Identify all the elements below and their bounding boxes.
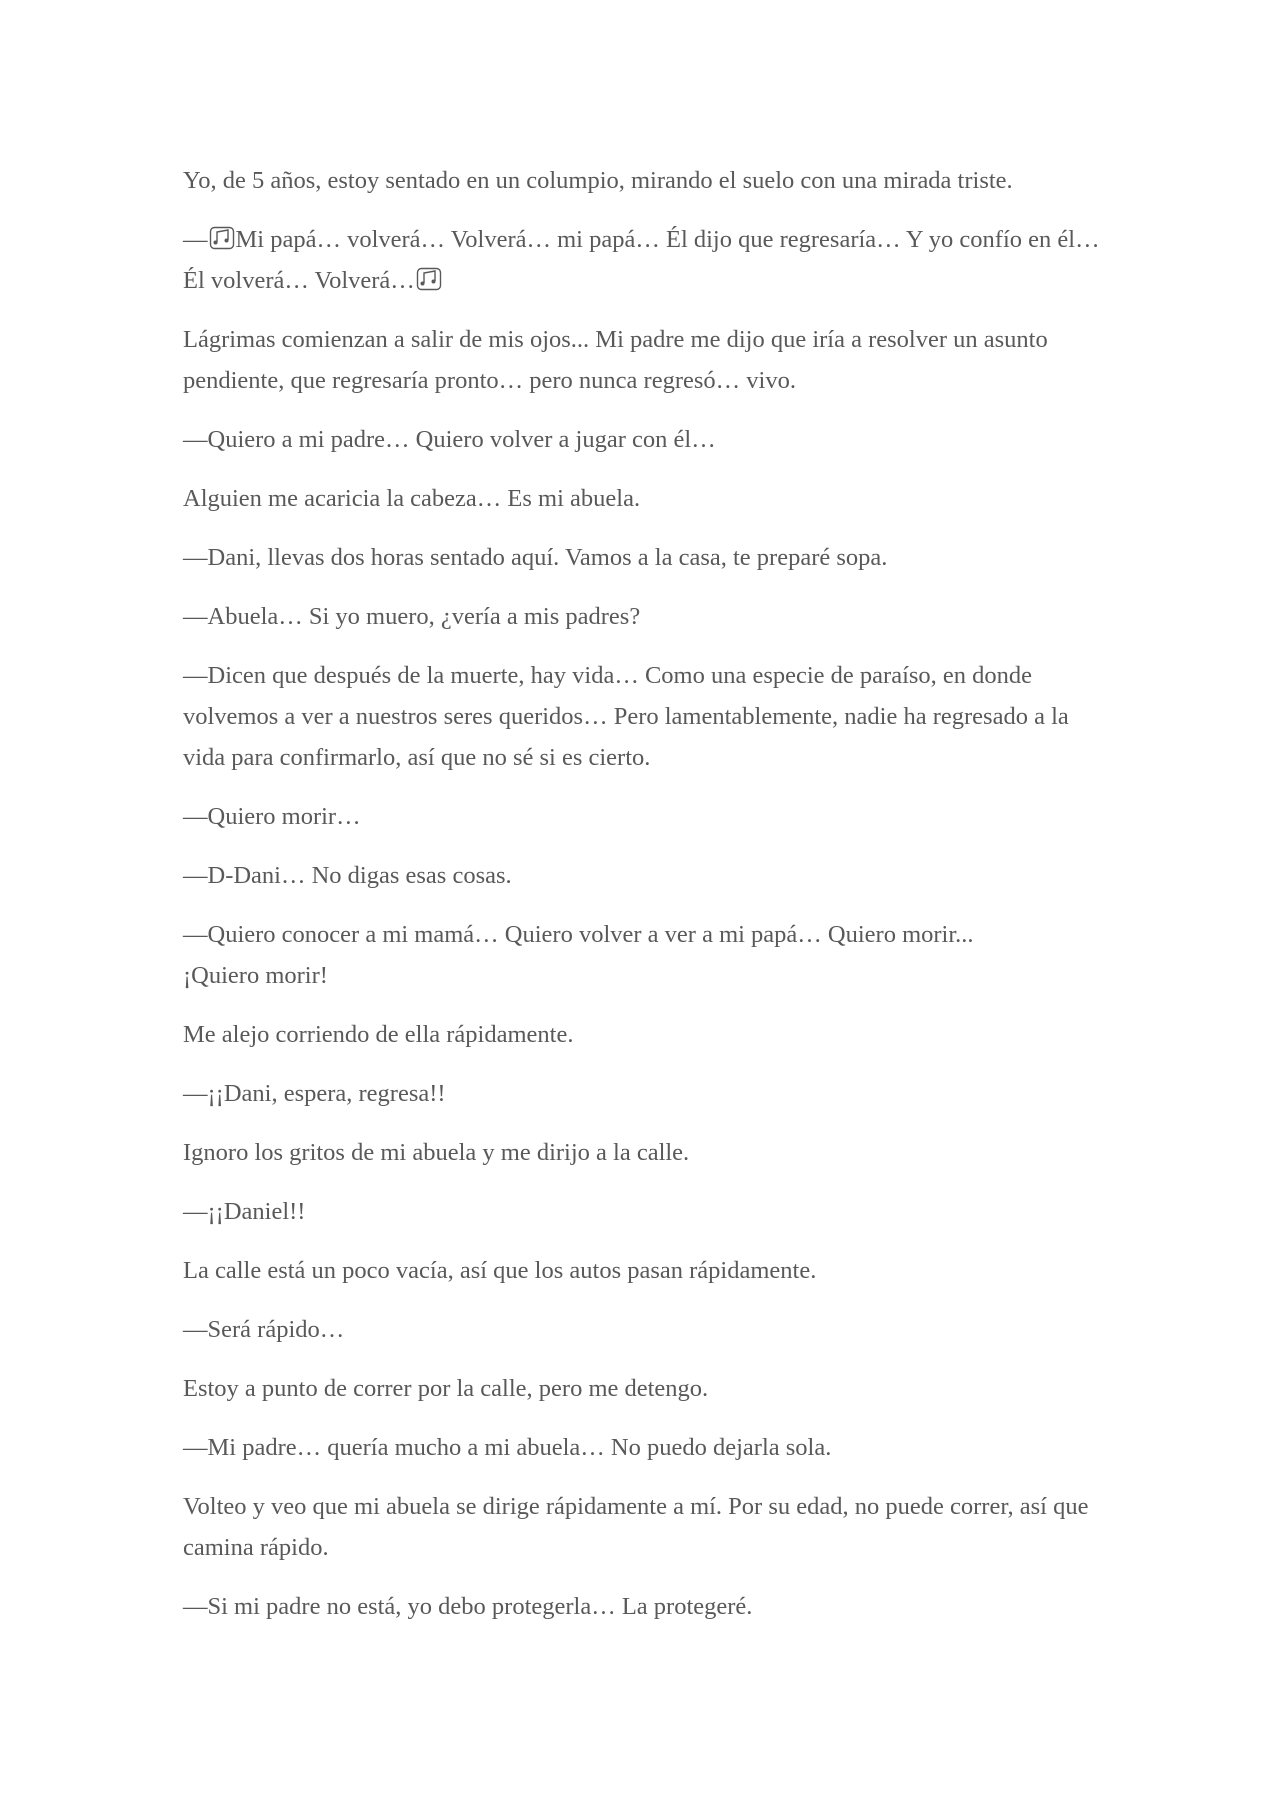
song-paragraph (183, 219, 1103, 301)
paragraph: La calle está un poco vacía, así que los autos pasan rápidamente. (183, 1257, 817, 1284)
paragraph: —Dicen que después de la muerte, hay vida… Como una especie de paraíso, en donde volvemos a ver a nuestros seres queridos… Pero lamentablemente, nadie ha regresado a la vida para confirmarlo, así que no sé si es cierto. (183, 662, 1069, 771)
paragraph: —Dani, llevas dos horas sentado aquí. Vamos a la casa, te preparé sopa. (183, 544, 888, 571)
paragraph: Yo, de 5 años, estoy sentado en un columpio, mirando el suelo con una mirada triste. (183, 167, 1013, 194)
paragraph: —Abuela… Si yo muero, ¿vería a mis padres? (183, 603, 641, 630)
song-lyric: Mi papá… volverá… Volverá… mi papá… Él dijo que regresaría… Y yo confío en él… Él volverá… Volverá… (183, 226, 1100, 294)
paragraph: —Mi padre… quería mucho a mi abuela… No puedo dejarla sola. (183, 1434, 832, 1461)
music-notes-icon (415, 265, 443, 293)
paragraph: Me alejo corriendo de ella rápidamente. (183, 1021, 574, 1048)
paragraph: —Si mi padre no está, yo debo protegerla… La protegeré. (183, 1593, 753, 1620)
paragraph: —¡¡Dani, espera, regresa!! (183, 1080, 446, 1107)
paragraph: —D-Dani… No digas esas cosas. (183, 862, 512, 889)
paragraph-line: ¡Quiero morir! (183, 962, 328, 989)
dialogue-dash: — (183, 226, 208, 253)
paragraph: Lágrimas comienzan a salir de mis ojos... Mi padre me dijo que iría a resolver un asunto pendiente, que regresaría pronto… pero nunca regresó… vivo. (183, 326, 1048, 394)
paragraph: Alguien me acaricia la cabeza… Es mi abuela. (183, 485, 641, 512)
music-notes-icon (208, 224, 236, 252)
paragraph: Volteo y veo que mi abuela se dirige rápidamente a mí. Por su edad, no puede correr, así que camina rápido. (183, 1493, 1089, 1561)
paragraph: —Será rápido… (183, 1316, 345, 1343)
paragraph (183, 914, 1103, 996)
paragraph: —Quiero morir… (183, 803, 361, 830)
paragraph: —Quiero a mi padre… Quiero volver a jugar con él… (183, 426, 716, 453)
paragraph-line: —Quiero conocer a mi mamá… Quiero volver a ver a mi papá… Quiero morir... (183, 921, 974, 948)
story-text (183, 160, 1103, 1645)
paragraph: Ignoro los gritos de mi abuela y me dirijo a la calle. (183, 1139, 690, 1166)
paragraph: Estoy a punto de correr por la calle, pero me detengo. (183, 1375, 709, 1402)
paragraph: —¡¡Daniel!! (183, 1198, 306, 1225)
